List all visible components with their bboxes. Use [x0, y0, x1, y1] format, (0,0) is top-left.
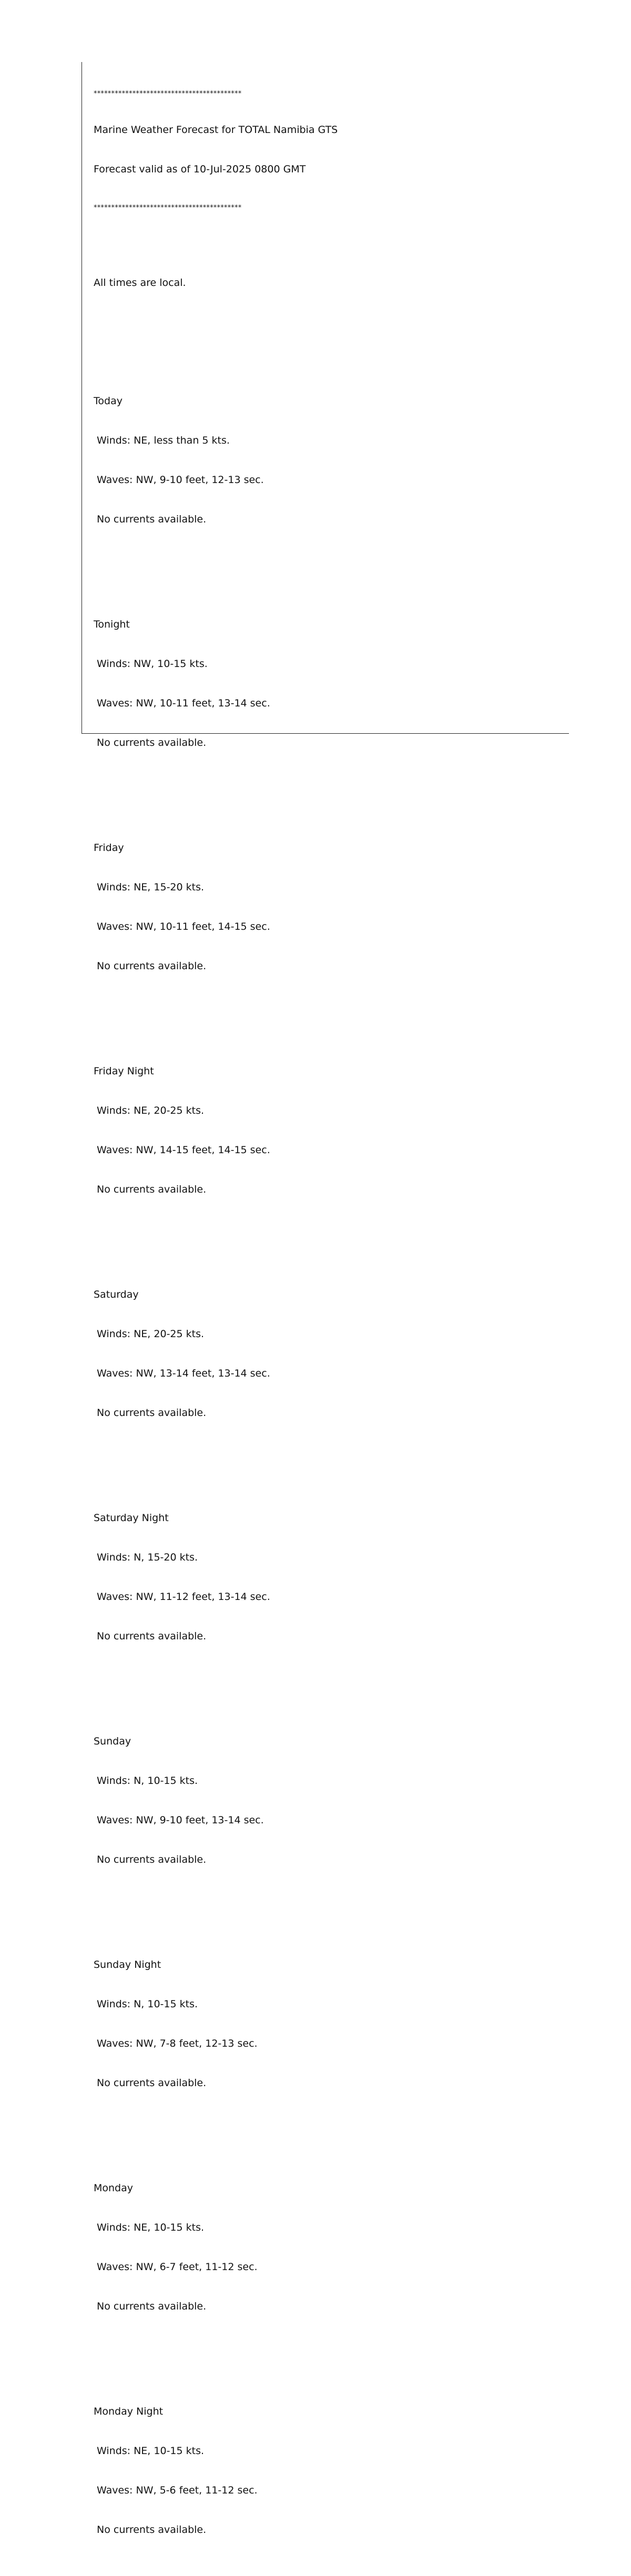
- period-waves: Waves: NW, 9-10 feet, 12-13 sec.: [97, 474, 264, 486]
- period-waves: Waves: NW, 9-10 feet, 13-14 sec.: [97, 1814, 264, 1826]
- forecast-period: [94, 1039, 556, 1223]
- period-waves: Waves: NW, 14-15 feet, 14-15 sec.: [97, 1144, 270, 1156]
- period-currents: No currents available.: [97, 514, 207, 525]
- period-waves: Waves: NW, 7-8 feet, 12-13 sec.: [97, 2038, 258, 2049]
- period-currents: No currents available.: [97, 2077, 207, 2089]
- period-currents: No currents available.: [97, 960, 207, 972]
- period-label: Monday Night: [94, 2406, 164, 2417]
- forecast-period: [94, 1485, 556, 1669]
- spacer: [94, 237, 556, 250]
- forecast-period: [94, 1262, 556, 1446]
- forecast-period: [94, 815, 556, 999]
- period-label: Monday: [94, 2182, 134, 2194]
- period-label: Sunday Night: [94, 1959, 161, 1971]
- period-winds: Winds: NE, 15-20 kts.: [97, 881, 205, 893]
- period-label: Sunday: [94, 1736, 131, 1747]
- period-label: Today: [94, 395, 123, 407]
- period-label: Saturday: [94, 1289, 139, 1300]
- forecast-period: [94, 2156, 556, 2339]
- header-stars-top: ******************************************: [94, 90, 242, 98]
- period-waves: Waves: NW, 5-6 feet, 11-12 sec.: [97, 2485, 258, 2496]
- forecast-title: Marine Weather Forecast for TOTAL Namibia GTS: [94, 124, 338, 136]
- period-currents: No currents available.: [97, 2301, 207, 2312]
- period-winds: Winds: NW, 10-15 kts.: [97, 658, 208, 670]
- period-winds: Winds: NE, 20-25 kts.: [97, 1328, 205, 1340]
- period-winds: Winds: N, 10-15 kts.: [97, 1998, 198, 2010]
- period-currents: No currents available.: [97, 1854, 207, 1865]
- forecast-document: [94, 63, 556, 2576]
- forecast-period: [94, 1932, 556, 2116]
- period-currents: No currents available.: [97, 1184, 207, 1195]
- period-winds: Winds: N, 10-15 kts.: [97, 1775, 198, 1787]
- period-waves: Waves: NW, 6-7 feet, 11-12 sec.: [97, 2261, 258, 2273]
- period-currents: No currents available.: [97, 1407, 207, 1419]
- period-waves: Waves: NW, 11-12 feet, 13-14 sec.: [97, 1591, 270, 1603]
- period-currents: No currents available.: [97, 737, 207, 748]
- header-stars-bottom: ******************************************: [94, 204, 242, 212]
- period-currents: No currents available.: [97, 2524, 207, 2536]
- period-label: Friday: [94, 842, 124, 854]
- period-winds: Winds: NE, less than 5 kts.: [97, 435, 230, 446]
- forecast-period: [94, 1709, 556, 1893]
- period-winds: Winds: N, 15-20 kts.: [97, 1552, 198, 1563]
- period-label: Tonight: [94, 619, 130, 630]
- forecast-period: [94, 592, 556, 776]
- period-waves: Waves: NW, 13-14 feet, 13-14 sec.: [97, 1368, 270, 1379]
- period-currents: No currents available.: [97, 1630, 207, 1642]
- forecast-period: [94, 2379, 556, 2563]
- period-winds: Winds: NE, 10-15 kts.: [97, 2445, 205, 2457]
- period-waves: Waves: NW, 10-11 feet, 14-15 sec.: [97, 921, 270, 932]
- period-waves: Waves: NW, 10-11 feet, 13-14 sec.: [97, 697, 270, 709]
- period-winds: Winds: NE, 20-25 kts.: [97, 1105, 205, 1116]
- period-label: Friday Night: [94, 1065, 154, 1077]
- time-note: All times are local.: [94, 277, 186, 289]
- forecast-period: [94, 368, 556, 552]
- forecast-valid-time: Forecast valid as of 10-Jul-2025 0800 GMT: [94, 163, 306, 175]
- period-label: Saturday Night: [94, 1512, 169, 1524]
- spacer: [94, 316, 556, 329]
- period-winds: Winds: NE, 10-15 kts.: [97, 2222, 205, 2233]
